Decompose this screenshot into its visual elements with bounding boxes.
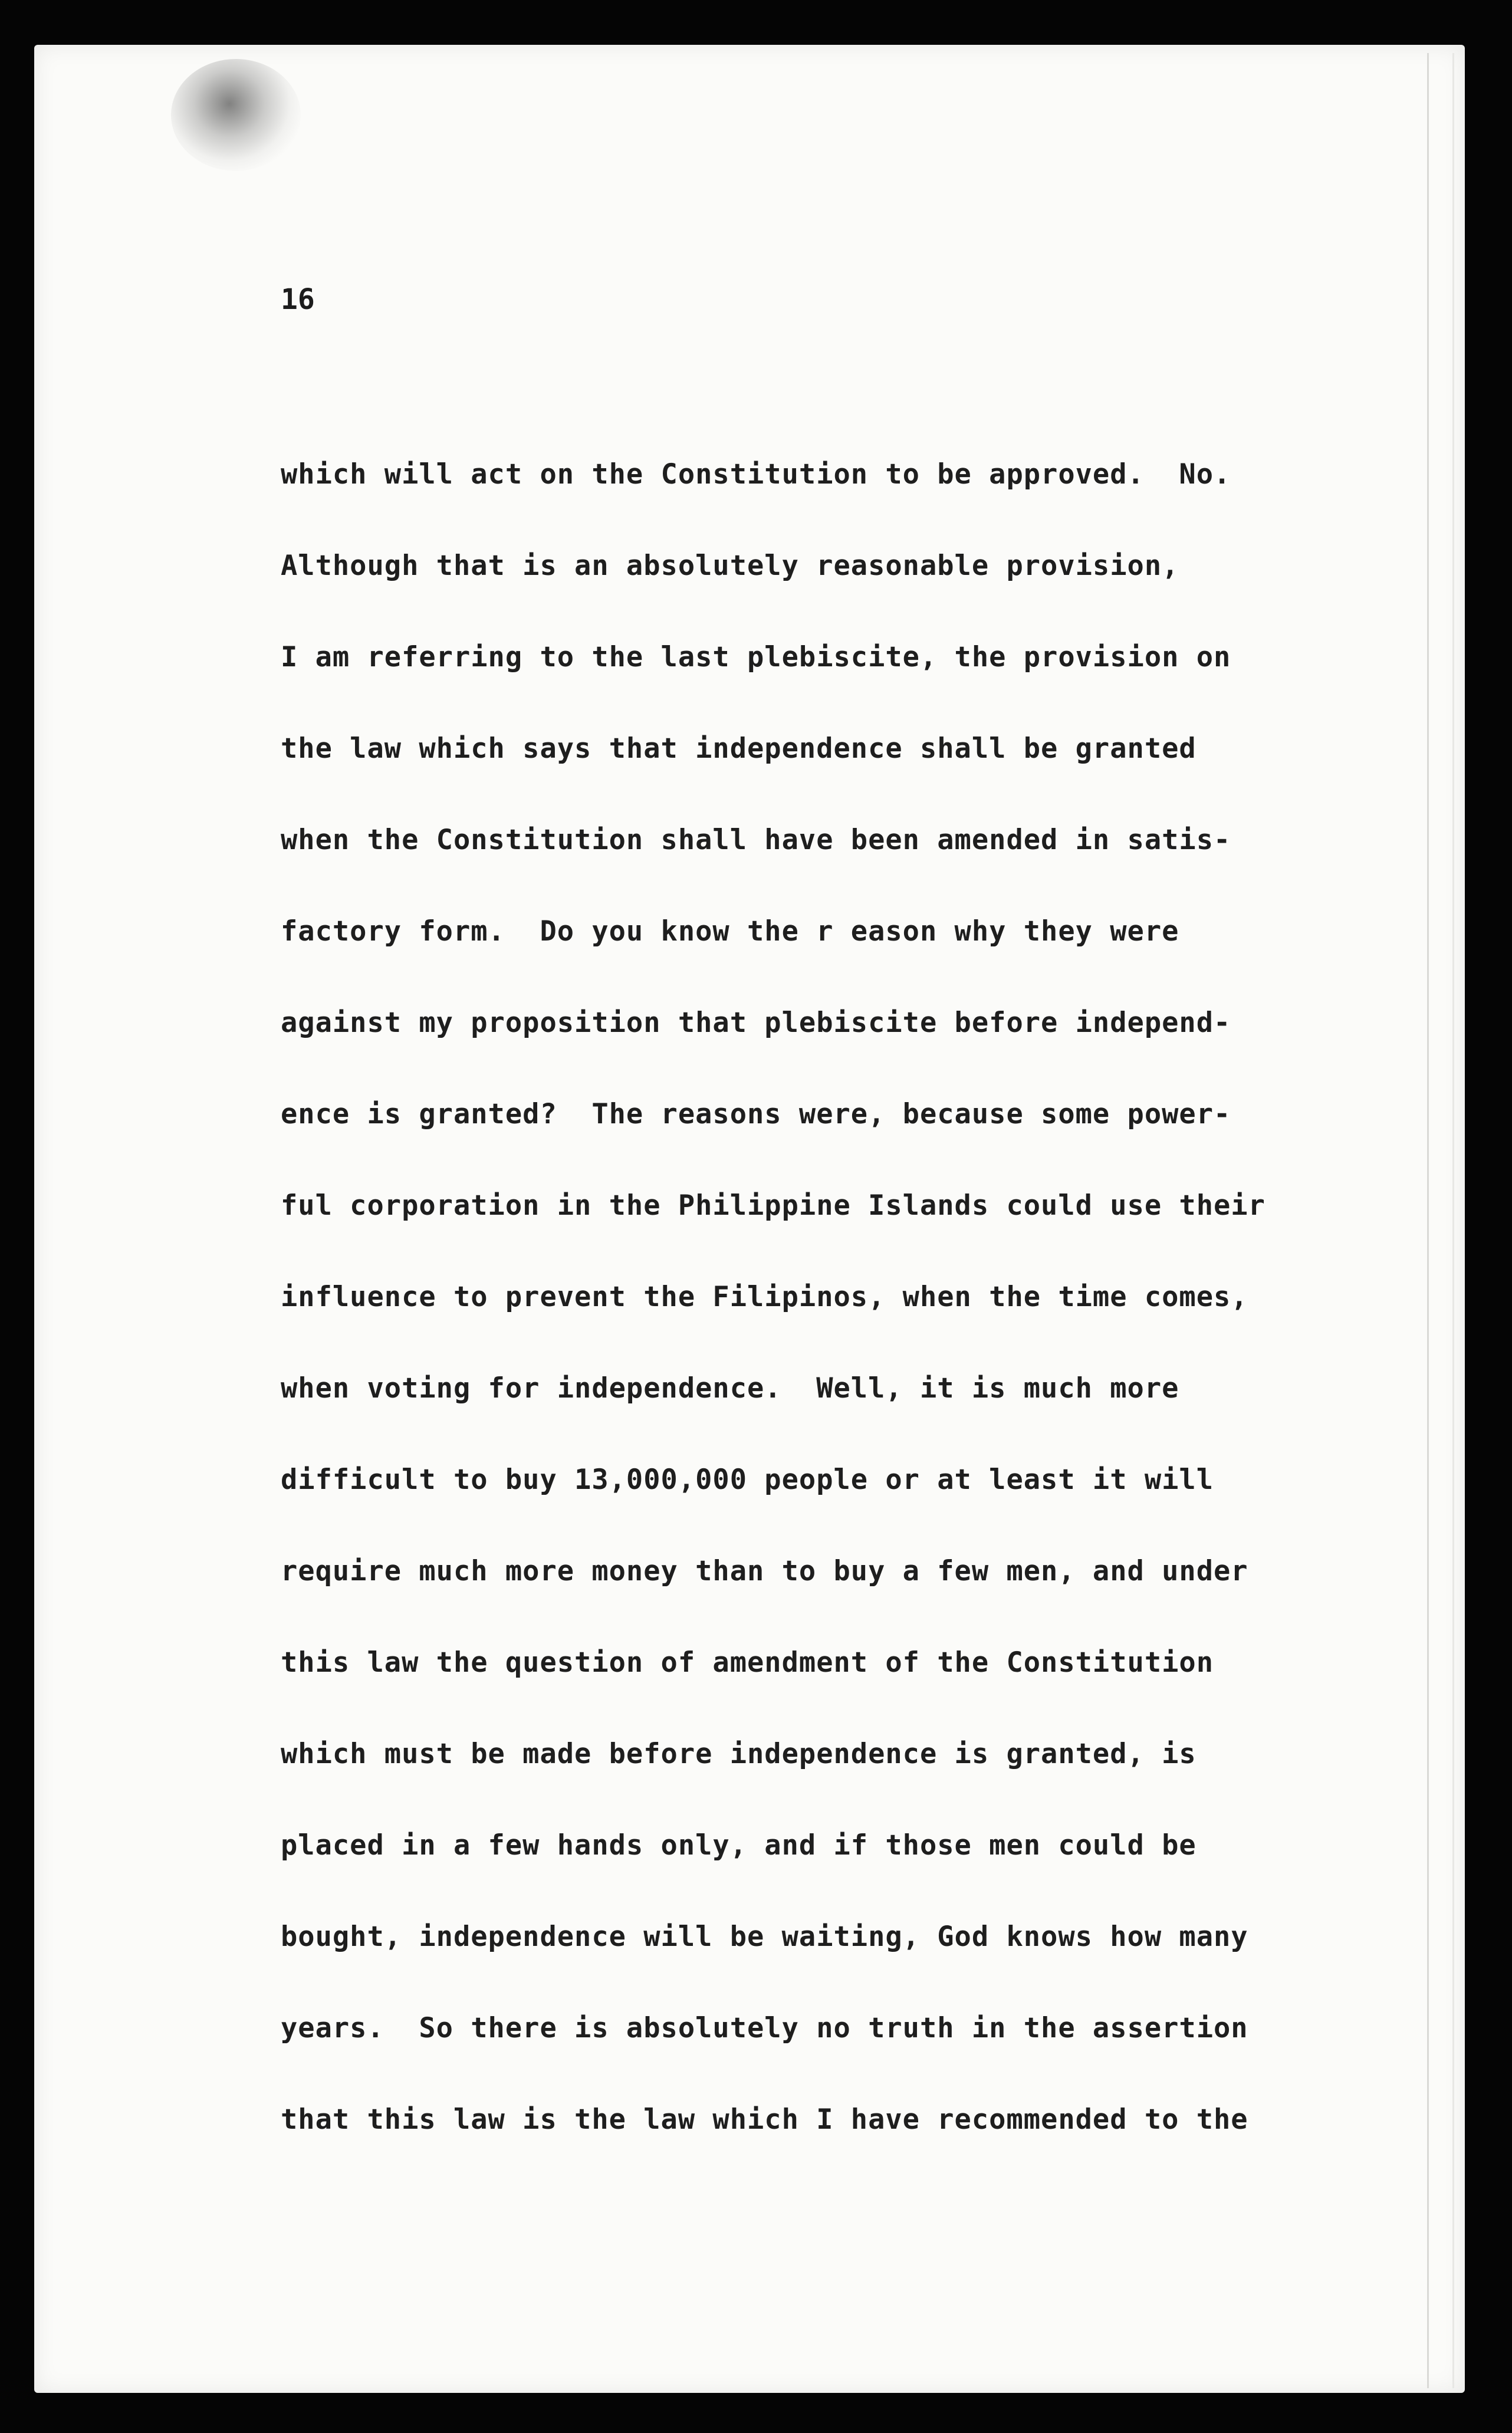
text-line: this law the question of amendment of the Constitution bbox=[281, 1646, 1214, 1679]
text-line: against my proposition that plebiscite before independ- bbox=[281, 1007, 1231, 1039]
text-line: the law which says that independence shall be granted bbox=[281, 732, 1197, 765]
text-line: require much more money than to buy a few men, and under bbox=[281, 1555, 1248, 1587]
ink-smudge bbox=[171, 59, 301, 171]
text-line: placed in a few hands only, and if those men could be bbox=[281, 1829, 1197, 1862]
text-line: years. So there is absolutely no truth in the assertion bbox=[281, 2012, 1248, 2044]
text-line: factory form. Do you know the r eason why they were bbox=[281, 915, 1179, 948]
text-line: Although that is an absolutely reasonable provision, bbox=[281, 550, 1179, 582]
text-line: bought, independence will be waiting, God knows how many bbox=[281, 1921, 1248, 1953]
paper-stack-edge bbox=[1427, 53, 1454, 2388]
text-line: ful corporation in the Philippine Islands could use their bbox=[281, 1189, 1266, 1222]
text-line: which will act on the Constitution to be approved. No. bbox=[281, 458, 1231, 491]
text-line: influence to prevent the Filipinos, when the time comes, bbox=[281, 1281, 1248, 1313]
text-line: when voting for independence. Well, it is much more bbox=[281, 1372, 1179, 1405]
page-number: 16 bbox=[281, 283, 315, 316]
text-line: when the Constitution shall have been amended in satis- bbox=[281, 824, 1231, 856]
text-line: I am referring to the last plebiscite, the provision on bbox=[281, 641, 1231, 673]
body-text bbox=[281, 457, 1342, 2194]
text-line: that this law is the law which I have recommended to the bbox=[281, 2103, 1248, 2136]
text-line: which must be made before independence is granted, is bbox=[281, 1738, 1197, 1770]
text-line: ence is granted? The reasons were, because some power- bbox=[281, 1098, 1231, 1130]
text-line: difficult to buy 13,000,000 people or at least it will bbox=[281, 1464, 1214, 1496]
